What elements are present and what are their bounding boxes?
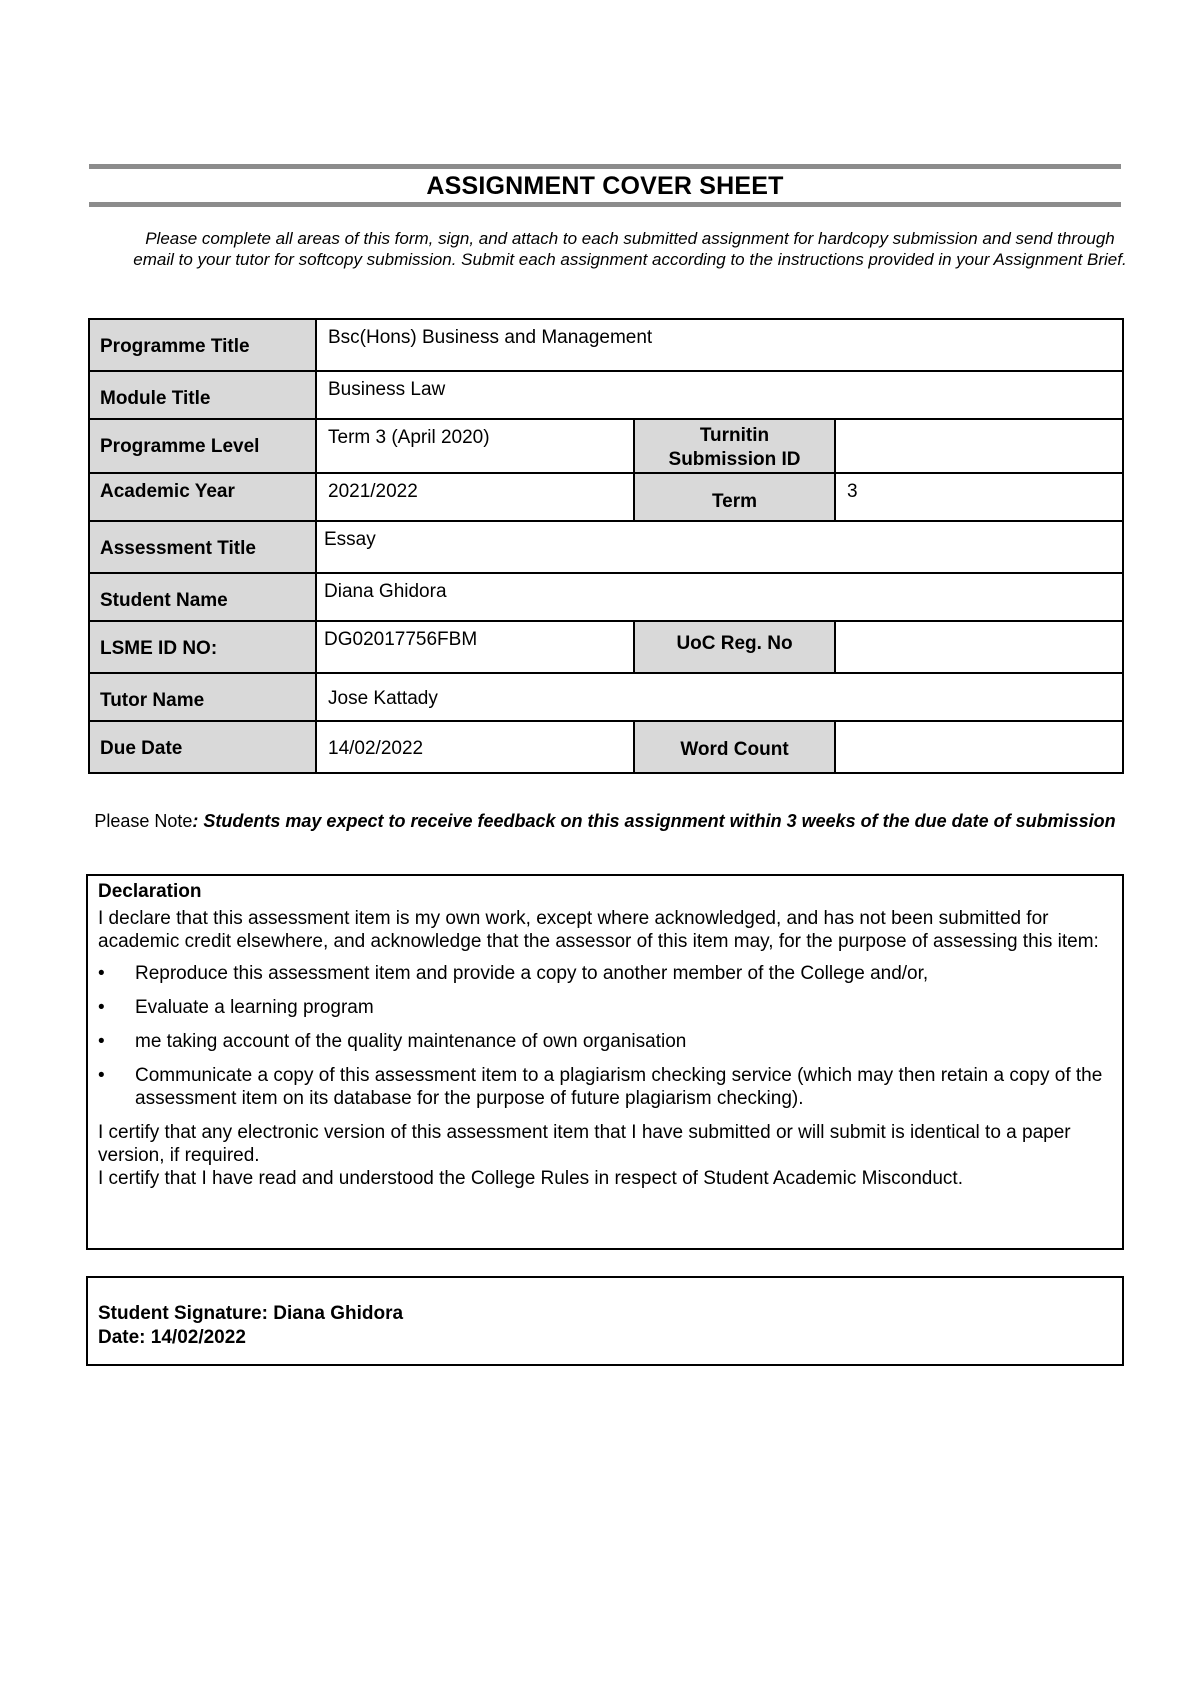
declaration-intro: I declare that this assessment item is my own work, except where acknowledged, and has not been submitted for academic credit elsewhere, and acknowledge that the assessor of this item may, for the purpose of assessing this item:: [98, 908, 1099, 952]
row-tutor-name: [89, 673, 1123, 721]
uoc-reg-no-value: [835, 621, 1123, 673]
academic-year-value: 2021/2022: [316, 473, 634, 521]
declaration-heading: Declaration: [98, 881, 202, 902]
declaration-list-item: • Evaluate a learning program: [98, 997, 374, 1018]
assessment-title-value: Essay: [316, 521, 1123, 573]
programme-level-label: Programme Level: [89, 419, 316, 473]
note-prefix: Please Note: [94, 811, 193, 831]
row-student-name: [89, 573, 1123, 621]
turnitin-label-line2: Submission ID: [668, 449, 801, 470]
assessment-title-label: Assessment Title: [89, 521, 316, 573]
declaration-box: [86, 874, 1124, 1250]
signature-date: Date: 14/02/2022: [98, 1327, 246, 1348]
bullet-icon: •: [98, 997, 105, 1018]
certify-electronic-version: I certify that any electronic version of this assessment item that I have submitted or will submit is identical to a paper version, if required.: [98, 1122, 1071, 1166]
instructions-text: Please complete all areas of this form, sign, and attach to each submitted assignment for hardcopy submission and send through email to your tutor for softcopy submission. Submit each assignment according to the instructions provided in your Assignment Brief.: [133, 229, 1127, 269]
tutor-name-label: Tutor Name: [89, 673, 316, 721]
bullet-icon: •: [98, 1031, 105, 1052]
uoc-reg-no-label: UoC Reg. No: [634, 621, 835, 673]
row-lsme-id: [89, 621, 1123, 673]
row-assessment-title: [89, 521, 1123, 573]
row-due-date: [89, 721, 1123, 773]
row-programme-level: [89, 419, 1123, 473]
turnitin-submission-id-label: [634, 419, 835, 473]
tutor-name-value: Jose Kattady: [316, 673, 1123, 721]
feedback-note: [89, 810, 1121, 833]
turnitin-submission-id-value: [835, 419, 1123, 473]
student-name-value: Diana Ghidora: [316, 573, 1123, 621]
module-title-value: Business Law: [316, 371, 1123, 419]
student-signature: Student Signature: Diana Ghidora: [98, 1303, 404, 1324]
module-title-label: Module Title: [89, 371, 316, 419]
term-value: 3: [835, 473, 1123, 521]
academic-year-label: Academic Year: [89, 473, 316, 521]
declaration-list: [98, 962, 1112, 1110]
programme-title-value: Bsc(Hons) Business and Management: [316, 319, 1123, 371]
due-date-label: Due Date: [89, 721, 316, 773]
row-module-title: [89, 371, 1123, 419]
due-date-value: 14/02/2022: [316, 721, 634, 773]
declaration-list-item: • me taking account of the quality maintenance of own organisation: [98, 1031, 687, 1052]
turnitin-label-line1: Turnitin: [699, 425, 770, 446]
title-underline-rule: [89, 202, 1121, 207]
certify-college-rules: I certify that I have read and understood the College Rules in respect of Student Academic Misconduct.: [98, 1168, 963, 1189]
assignment-details-table: [88, 318, 1124, 774]
row-academic-year: [89, 473, 1123, 521]
page-title: ASSIGNMENT COVER SHEET: [426, 172, 784, 200]
lsme-id-value: DG02017756FBM: [316, 621, 634, 673]
lsme-id-label: LSME ID NO:: [89, 621, 316, 673]
bullet-icon: •: [98, 1065, 105, 1086]
programme-title-label: Programme Title: [89, 319, 316, 371]
word-count-value: [835, 721, 1123, 773]
word-count-label: Word Count: [634, 721, 835, 773]
programme-level-value: Term 3 (April 2020): [316, 419, 634, 473]
term-label: Term: [634, 473, 835, 521]
declaration-list-item: • Reproduce this assessment item and provide a copy to another member of the College and/or,: [98, 963, 929, 984]
declaration-list-item: • Communicate a copy of this assessment item to a plagiarism checking service (which may then retain a copy of the assessment item on its database for the purpose of future plagiarism checking).: [98, 1065, 1103, 1109]
top-rule: [89, 164, 1121, 169]
signature-box: [86, 1276, 1124, 1366]
student-name-label: Student Name: [89, 573, 316, 621]
bullet-icon: •: [98, 963, 105, 984]
row-programme-title: [89, 319, 1123, 371]
note-emphasis: : Students may expect to receive feedback on this assignment within 3 weeks of the due date of submission: [192, 811, 1116, 831]
